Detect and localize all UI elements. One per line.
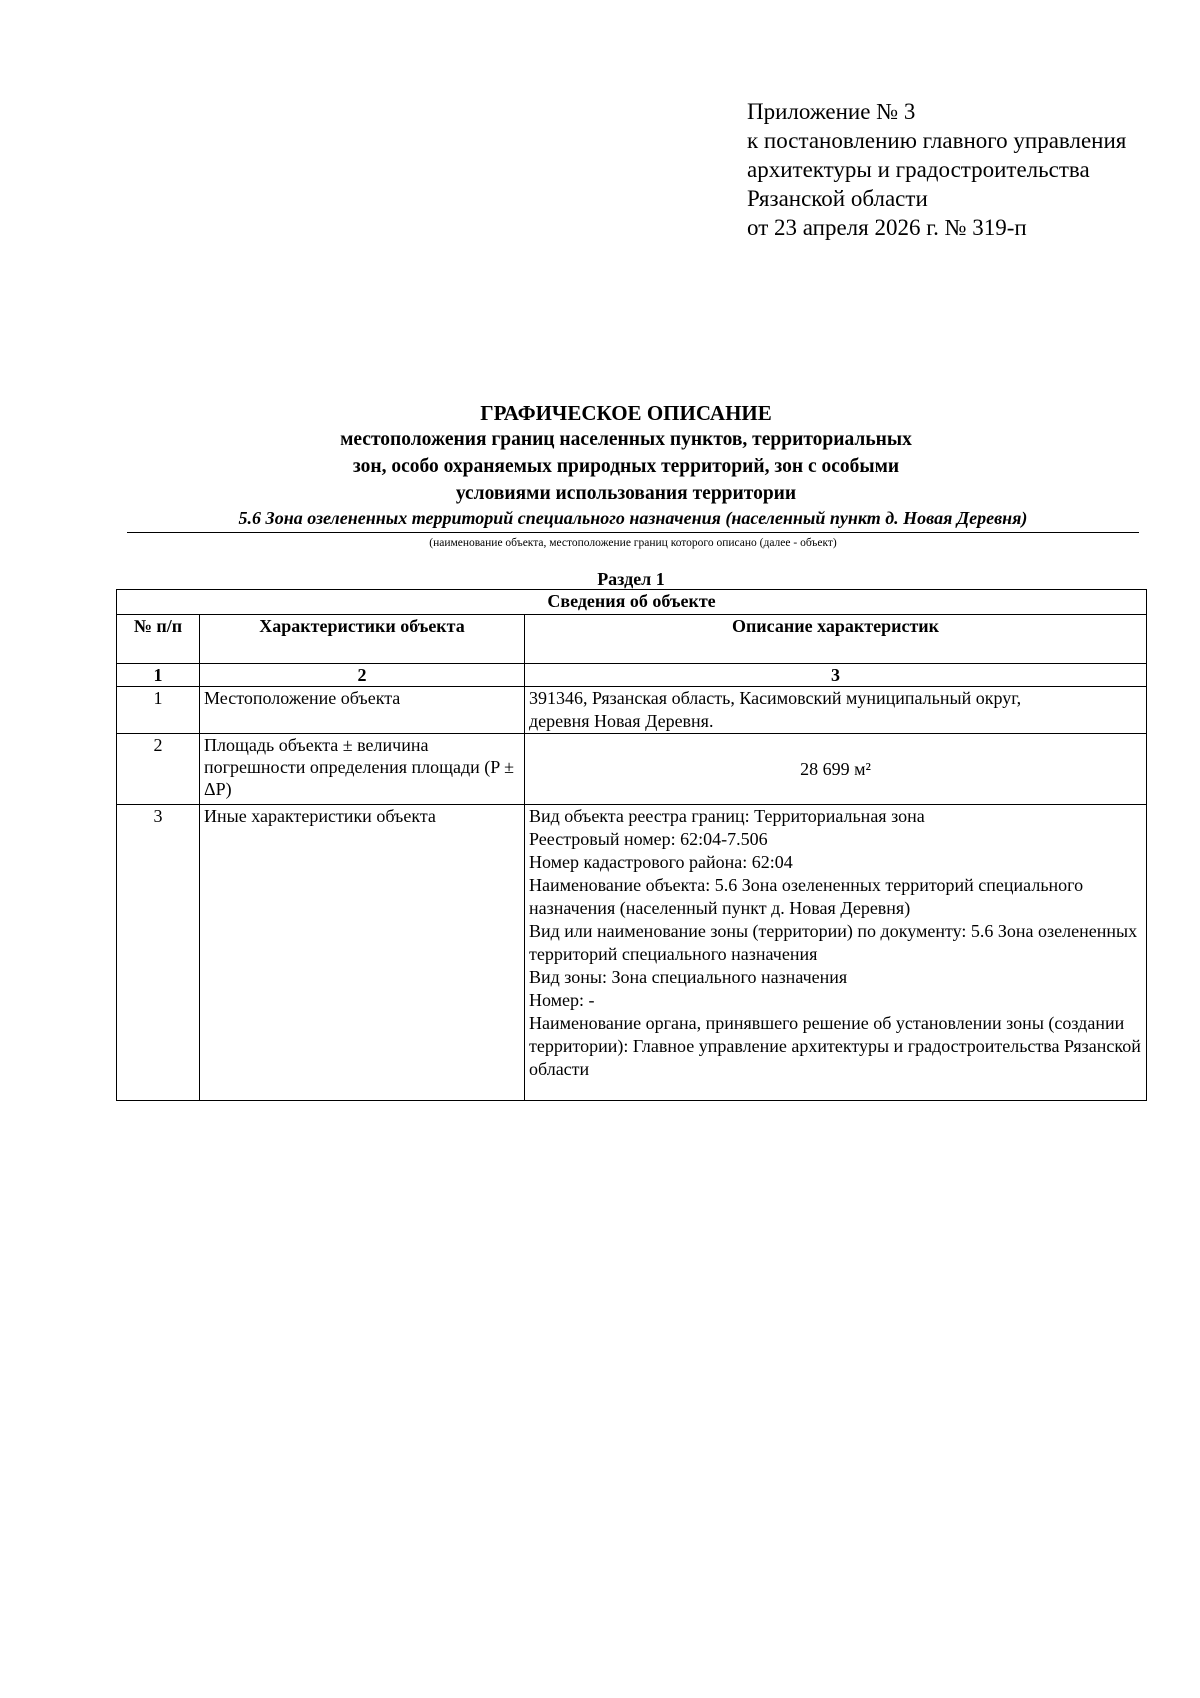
column-header-characteristic: Характеристики объекта: [200, 615, 525, 664]
description-line: Реестровый номер: 62:04-7.506: [529, 829, 768, 849]
description-line: Наименование объекта: 5.6 Зона озелененных территорий специального назначения (населенный пункт д. Новая Деревня): [529, 875, 1084, 918]
column-number: 2: [200, 664, 525, 687]
section-title: Раздел 1: [597, 569, 665, 589]
column-number: 3: [525, 664, 1147, 687]
title-line: зон, особо охраняемых природных территорий, зон с особыми: [352, 456, 900, 477]
appendix-line: архитектуры и градостроительства: [747, 157, 1090, 182]
description-line: Наименование органа, принявшего решение об установлении зоны (создании территории): Главное управление архитектуры и градостроительства Рязанской области: [529, 1013, 1141, 1079]
description-line: деревня Новая Деревня.: [529, 711, 714, 731]
object-caption: (наименование объекта, местоположение границ которого описано (далее - объект): [429, 537, 837, 549]
title-line: местоположения границ населенных пунктов, территориальных: [340, 429, 912, 450]
description-line: Номер кадастрового района: 62:04: [529, 852, 793, 872]
appendix-header: [747, 97, 1167, 242]
description-line: Вид зоны: Зона специального назначения: [529, 967, 848, 987]
row-description: [525, 805, 1147, 1101]
row-description: [525, 687, 1147, 734]
document-title: [116, 400, 1136, 507]
column-header-description: Описание характеристик: [525, 615, 1147, 664]
description-line: Вид или наименование зоны (территории) по документу: 5.6 Зона озелененных территорий специального назначения: [529, 921, 1138, 964]
appendix-line: к постановлению главного управления: [747, 128, 1127, 153]
row-characteristic: Местоположение объекта: [200, 687, 525, 734]
row-number: 3: [117, 805, 200, 1101]
table-row: [117, 687, 1147, 734]
description-line: 391346, Рязанская область, Касимовский муниципальный округ,: [529, 688, 1022, 708]
row-characteristic: Иные характеристики объекта: [200, 805, 525, 1101]
description-line: Номер: -: [529, 990, 595, 1010]
object-name-underline: [127, 532, 1139, 533]
column-header-number: № п/п: [117, 615, 200, 664]
row-number: 2: [117, 734, 200, 805]
object-name: 5.6 Зона озелененных территорий специального назначения (населенный пункт д. Новая Деревня): [238, 508, 1028, 528]
column-number: 1: [117, 664, 200, 687]
table-row: [117, 805, 1147, 1101]
object-info-table: [116, 589, 1147, 1101]
title-main: ГРАФИЧЕСКОЕ ОПИСАНИЕ: [480, 401, 772, 425]
table-title: Сведения об объекте: [117, 590, 1147, 615]
description-line: Вид объекта реестра границ: Территориальная зона: [529, 806, 925, 826]
appendix-line: Приложение № 3: [747, 99, 916, 124]
row-number: 1: [117, 687, 200, 734]
appendix-line: от 23 апреля 2026 г. № 319-п: [747, 215, 1027, 240]
table-row: [117, 734, 1147, 805]
row-description: 28 699 м²: [525, 734, 1147, 805]
row-characteristic: Площадь объекта ± величина погрешности определения площади (P ± ΔP): [200, 734, 525, 805]
title-line: условиями использования территории: [455, 483, 797, 504]
appendix-line: Рязанской области: [747, 186, 928, 211]
